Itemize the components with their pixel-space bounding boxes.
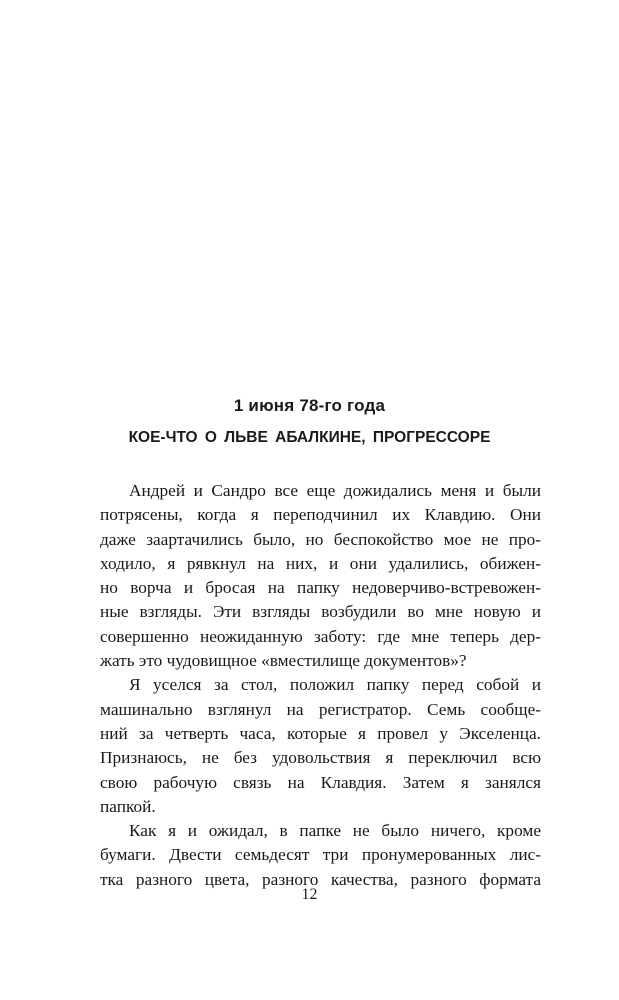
text-line: свою рабочую связь на Клавдия. Затем я занялся bbox=[100, 772, 541, 792]
text-line: бумаги. Двести семьдесят три пронумерованных лис- bbox=[100, 845, 541, 865]
paragraph bbox=[100, 673, 541, 819]
body-text bbox=[100, 479, 541, 892]
text-line: Я уселся за стол, положил папку перед собой и bbox=[129, 675, 541, 695]
text-line: даже заартачились было, но беспокойство мое не про- bbox=[100, 529, 541, 549]
text-line: ные взгляды. Эти взгляды возбудили во мне новую и bbox=[100, 602, 541, 622]
page-number: 12 bbox=[301, 886, 318, 903]
paragraph bbox=[100, 819, 541, 892]
text-line: Андрей и Сандро все еще дожидались меня и были bbox=[129, 481, 541, 500]
chapter-title: КОЕ-ЧТО О ЛЬВЕ АБАЛКИНЕ, ПРОГРЕССОРЕ bbox=[128, 429, 491, 446]
text-line: ний за четверть часа, которые я провел у Экселенца. bbox=[100, 723, 541, 743]
text-line: жать это чудовищное «вместилище документов»? bbox=[100, 651, 467, 671]
chapter-date: 1 июня 78-го года bbox=[233, 396, 386, 415]
text-line: папкой. bbox=[100, 796, 156, 816]
text-line: тка разного цвета, разного качества, разного формата bbox=[100, 869, 541, 889]
text-line: машинально взглянул на регистратор. Семь сообще- bbox=[100, 699, 541, 719]
text-line: Признаюсь, не без удовольствия я переключил всю bbox=[100, 748, 541, 768]
text-line: Как я и ожидал, в папке не было ничего, кроме bbox=[129, 821, 541, 841]
text-line: ходило, я рявкнул на них, и они удалились, обижен- bbox=[100, 553, 541, 573]
text-line: совершенно неожиданную заботу: где мне теперь дер- bbox=[100, 626, 541, 646]
paragraph bbox=[100, 479, 541, 673]
text-line: но ворча и бросая на папку недоверчиво-встревожен- bbox=[100, 578, 541, 598]
text-line: потрясены, когда я переподчинил их Клавдию. Они bbox=[100, 505, 541, 525]
